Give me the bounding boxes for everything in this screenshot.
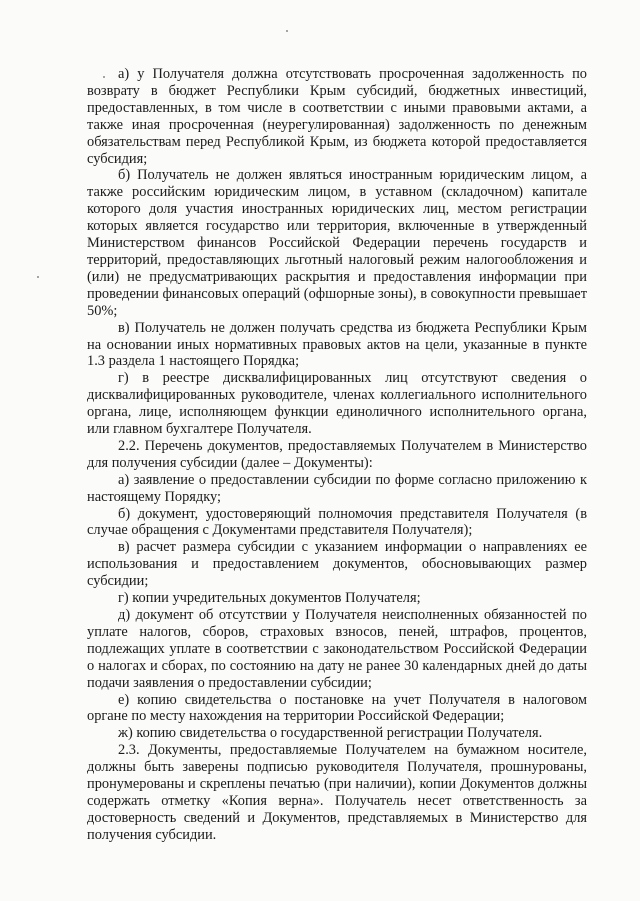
paragraph-2-3-certification: 2.3. Документы, предоставляемые Получателем на бумажном носителе, должны быть заверены подписью руководителя Получателя, прошнурованы, пронумерованы и скреплены печатью (при наличии), копии Документов должны содержать отметку «Копия верна». Получатель несет ответственность за достоверность сведений и Документов, представляемых в Министерство для получения субсидии. [87,742,587,843]
paragraph-2-2-e-tax-registration: е) копию свидетельства о постановке на учет Получателя в налоговом органе по месту нахождения на территории Российской Федерации; [87,691,587,725]
scan-speck [286,30,288,32]
paragraph-2-2-g-founding-documents: г) копии учредительных документов Получателя; [118,590,421,607]
paragraph-v-other-funding: в) Получатель не должен получать средства из бюджета Республики Крым на основании иных нормативных правовых актов на цели, указанные в пункте 1.3 раздела 1 настоящего Порядка; [87,319,587,370]
paragraph-a-overdue-debt: а) у Получателя должна отсутствовать просроченная задолженность по возврату в бюджет Республики Крым субсидий, бюджетных инвестиций, предоставленных, в том числе в соответствии с иными правовыми актами, а также иная просроченная (неурегулированная) задолженность по денежным обязательствам перед Республикой Крым, из бюджета которой предоставляется субсидия; [87,66,587,167]
document-body [87,66,587,844]
paragraph-g-disqualified-persons: г) в реестре дисквалифицированных лиц отсутствуют сведения о дисквалифицированных руководителе, членах коллегиального исполнительного органа, лице, исполняющем функции единоличного исполнительного органа, или главном бухгалтере Получателя. [87,370,587,438]
paragraph-2-2-d-no-tax-debts: д) документ об отсутствии у Получателя неисполненных обязанностей по уплате налогов, сборов, страховых взносов, пеней, штрафов, процентов, подлежащих уплате в соответствии с законодательством Российской Федерации о налогах и сборах, по состоянию на дату не ранее 30 календарных дней до даты подачи заявления о предоставлении субсидии; [87,607,587,691]
scan-speck [37,276,39,278]
paragraph-b-foreign-entity: б) Получатель не должен являться иностранным юридическим лицом, а также российским юридическим лицом, в уставном (складочном) капитале которого доля участия иностранных юридических лиц, местом регистрации которых является государство или территория, включенные в утвержденный Министерством финансов Российской Федерации перечень государств и территорий, предоставляющих льготный налоговый режим налогообложения и (или) не предусматривающих раскрытия и предоставления информации при проведении финансовых операций (офшорные зоны), в совокупности превышает 50%; [87,167,587,319]
paragraph-2-2-documents-list: 2.2. Перечень документов, предоставляемых Получателем в Министерство для получения субсидии (далее – Документы): [87,437,587,471]
paragraph-2-2-v-subsidy-calculation: в) расчет размера субсидии с указанием информации о направлениях ее использования и предоставлением документов, обосновывающих размер субсидии; [87,539,587,590]
paragraph-2-2-zh-state-registration: ж) копию свидетельства о государственной регистрации Получателя. [118,725,543,742]
paragraph-2-2-a-application: а) заявление о предоставлении субсидии по форме согласно приложению к настоящему Порядку; [87,471,587,505]
paragraph-2-2-b-authority-document: б) документ, удостоверяющий полномочия представителя Получателя (в случае обращения с Документами представителя Получателя); [87,505,587,539]
